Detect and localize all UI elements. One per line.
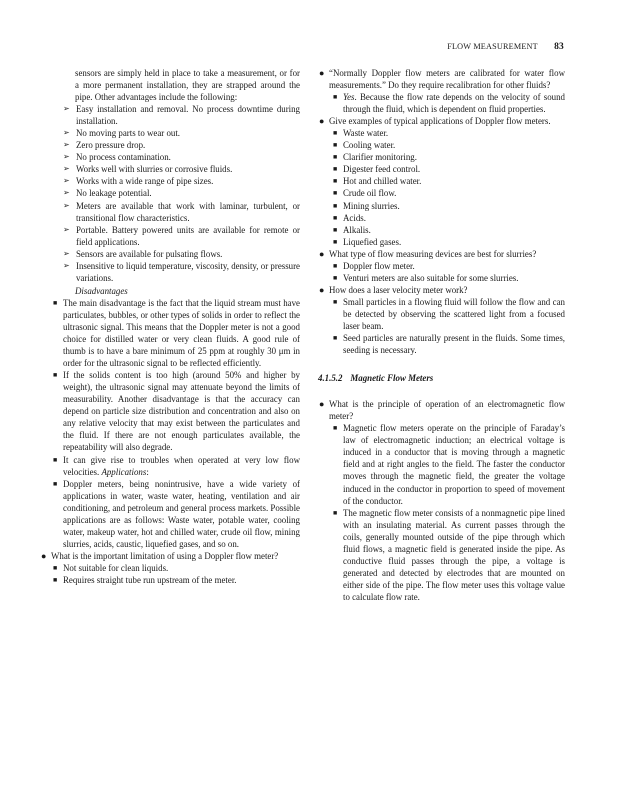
list-item: ■ Liquefied gases. [333, 236, 402, 247]
square-bullet-icon: ■ [53, 479, 58, 488]
arrow-bullet-icon: ➢ [63, 152, 70, 162]
square-bullet-icon: ■ [333, 141, 338, 150]
list-item: ■ Crude oil flow. [333, 188, 397, 199]
square-bullet-icon: ■ [333, 129, 338, 138]
square-bullet-icon: ■ [53, 371, 58, 380]
question-examples: ● Give examples of typical applications of Doppler flow meters. [319, 116, 551, 127]
round-bullet-icon: ● [319, 68, 325, 78]
square-bullet-icon: ■ [333, 177, 338, 186]
square-bullet-icon: ■ [333, 424, 338, 433]
arrow-bullet-icon: ➢ [63, 188, 70, 198]
list-item: ■ The main disadvantage is the fact that the liquid stream must have particulates, bubbles, or other types of solids in order to reflect the ultrasonic signal. This means that the Doppler meter is not a good choice for distilled water or very clean fluids. A good rule of thumb is to have a bare minimum of 25 ppm at roughly 30 μm in order for the ultrasonic signal to be reflected efficiently. [53, 297, 300, 369]
list-item: ■ Doppler meters, being nonintrusive, have a wide variety of applications in water, waste water, heating, ventilation and air conditioning, and petroleum and general process markets. Possible applications are as follows: Waste water, potable water, cooling water, makeup water, hot and chilled water, crude oil flow, mining slurries, acids, caustic, liquefied gases, and so on. [53, 478, 300, 549]
question-laser: ● How does a laser velocity meter work? [319, 284, 468, 295]
list-item: ➢ Insensitive to liquid temperature, viscosity, density, or pressure variations. [63, 260, 300, 283]
list-item: ■ Seed particles are naturally present in the fluids. Some times, seeding is necessary. [333, 333, 565, 356]
list-item: ➢ Works with a wide range of pipe sizes. [63, 176, 214, 187]
list-item: ➢ No moving parts to wear out. [63, 128, 181, 139]
question-calibration: ● “Normally Doppler flow meters are calibrated for water flow measurements.” Do they require recalibration for other fluids? [319, 68, 565, 91]
left-column [41, 67, 300, 586]
list-item: ■ Not suitable for clean liquids. [53, 562, 169, 573]
round-bullet-icon: ● [319, 248, 325, 259]
list-item: ➢ Zero pressure drop. [63, 140, 146, 151]
list-item: ■ Digester feed control. [333, 164, 421, 175]
list-item: ■ Waste water. [333, 128, 389, 139]
list-item: ■ Yes. Because the flow rate depends on the velocity of sound through the fluid, which is dependent on fluid properties. [333, 92, 565, 115]
square-bullet-icon: ■ [333, 297, 338, 306]
page-number: 83 [554, 42, 564, 52]
list-item: ■ Requires straight tube run upstream of the meter. [53, 574, 237, 585]
list-item: ■ Magnetic flow meters operate on the principle of Faraday’s law of electromagnetic induction; an electrical voltage is induced in a conductor that is moving through a magnetic field and at right angles to the field. The faster the conductor moves through the magnetic field, the greater the voltage induced in the conductor in proportion to speed of movement of the conductor. [333, 423, 565, 506]
list-item: ■ Cooling water. [333, 140, 396, 151]
arrow-bullet-icon: ➢ [63, 260, 70, 270]
arrow-bullet-icon: ➢ [63, 128, 70, 138]
list-item: ➢ Portable. Battery powered units are available for remote or field applications. [63, 224, 300, 247]
list-item: ➢ Meters are available that work with laminar, turbulent, or transitional flow characteristics. [63, 200, 300, 223]
running-head [447, 42, 564, 52]
section-number: 4.1.5.2 [318, 373, 343, 384]
disadvantages-heading: Disadvantages [75, 285, 128, 296]
list-item: ➢ Works well with slurries or corrosive fluids. [63, 164, 233, 175]
question-limitation: ● What is the important limitation of using a Doppler flow meter? [41, 550, 279, 561]
round-bullet-icon: ● [319, 284, 325, 295]
right-column [318, 67, 565, 603]
arrow-bullet-icon: ➢ [63, 224, 70, 234]
list-item: ■ Venturi meters are also suitable for some slurries. [333, 272, 519, 283]
list-item: ■ Acids. [333, 212, 366, 223]
arrow-bullet-icon: ➢ [63, 164, 70, 174]
square-bullet-icon: ■ [333, 273, 338, 282]
arrow-bullet-icon: ➢ [63, 104, 70, 114]
square-bullet-icon: ■ [333, 508, 338, 517]
round-bullet-icon: ● [41, 550, 47, 561]
list-item: ➢ Sensors are available for pulsating flows. [63, 248, 223, 259]
arrow-bullet-icon: ➢ [63, 140, 70, 150]
question-slurries: ● What type of flow measuring devices are best for slurries? [319, 248, 537, 259]
list-item: ➢ Easy installation and removal. No process downtime during installation. [63, 104, 300, 127]
running-head-title: FLOW MEASUREMENT [447, 42, 538, 51]
list-item: ■ Doppler flow meter. [333, 260, 415, 271]
arrow-bullet-icon: ➢ [63, 248, 70, 258]
list-item: ■ Small particles in a flowing fluid will follow the flow and can be detected by observing the scattered light from a focused laser beam. [333, 296, 565, 331]
section-heading [318, 372, 565, 384]
square-bullet-icon: ■ [333, 237, 338, 246]
list-item: ■ The magnetic flow meter consists of a nonmagnetic pipe lined with an insulating material. As current passes through the coils, generally mounted outside of the pipe through which fluid flows, a magnetic field is generated inside the pipe. As conductive fluid passes through the pipe, a voltage is generated and detected by electrodes that are mounted on either side of the pipe. The flow meter uses this voltage value to calculate flow rate. [333, 507, 565, 602]
square-bullet-icon: ■ [333, 261, 338, 270]
square-bullet-icon: ■ [333, 189, 338, 198]
square-bullet-icon: ■ [53, 455, 58, 464]
list-item: ■ It can give rise to troubles when operated at very low flow velocities. Applications: [53, 454, 300, 477]
list-item: ■ Clarifier monitoring. [333, 152, 417, 163]
applications-label: Applications [101, 466, 147, 477]
section-title: Magnetic Flow Meters [350, 373, 434, 384]
square-bullet-icon: ■ [333, 213, 338, 222]
square-bullet-icon: ■ [333, 201, 338, 210]
square-bullet-icon: ■ [333, 225, 338, 234]
list-item: ■ Hot and chilled water. [333, 176, 422, 187]
list-item: ■ If the solids content is too high (around 50% and higher by weight), the ultrasonic signal may attenuate beyond the limits of measurability. Another disadvantage is that the accuracy can depend on particle size distribution and concentration and also on any relative velocity that may exist between the particulates and the fluid. If there are not enough particulates available, the repeatability will also degrade. [53, 370, 300, 453]
intro-paragraph: sensors are simply held in place to take a measurement, or for a more permanent installation, they are strapped around the pipe. Other advantages include the following: [75, 68, 300, 103]
list-item: ➢ No process contamination. [63, 152, 171, 163]
list-item: ➢ No leakage potential. [63, 188, 152, 199]
square-bullet-icon: ■ [333, 334, 338, 343]
round-bullet-icon: ● [319, 399, 325, 410]
round-bullet-icon: ● [319, 116, 325, 127]
square-bullet-icon: ■ [333, 153, 338, 162]
list-item: ■ Mining slurries. [333, 200, 400, 211]
arrow-bullet-icon: ➢ [63, 200, 70, 210]
square-bullet-icon: ■ [53, 575, 58, 584]
list-item: ■ Alkalis. [333, 224, 371, 235]
question-magnetic: ● What is the principle of operation of an electromagnetic flow meter? [319, 399, 565, 422]
square-bullet-icon: ■ [333, 93, 338, 102]
square-bullet-icon: ■ [53, 298, 58, 307]
arrow-bullet-icon: ➢ [63, 176, 70, 186]
square-bullet-icon: ■ [333, 165, 338, 174]
square-bullet-icon: ■ [53, 563, 58, 572]
